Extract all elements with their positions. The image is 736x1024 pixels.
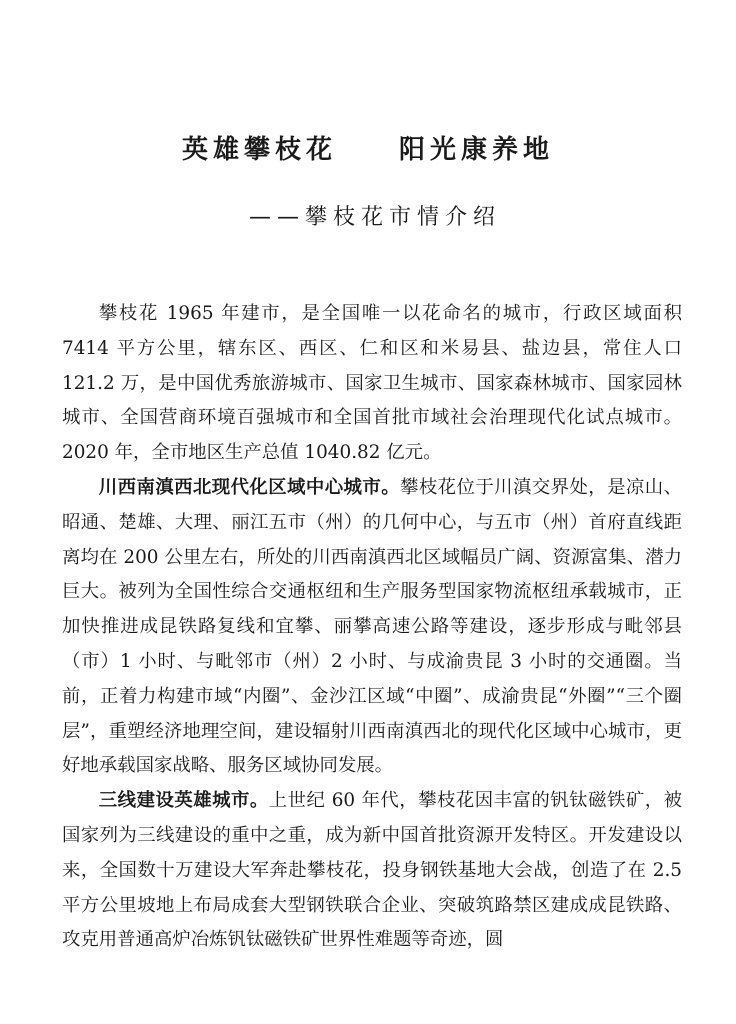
page-subtitle: ——攀枝花市情介绍 — [248, 205, 501, 230]
paragraph-regional-center — [62, 471, 682, 784]
paragraph-third-front — [62, 784, 682, 958]
paragraph-text: 攀枝花 1965 年建市，是全国唯一以花命名的城市，行政区域面积7414 平方公里，辖东区、西区、仁和区和米易县、盐边县，常住人口121.2 万，是中国优秀旅游城市、国家卫生城市、国家森林城市、国家园林城市、全国营商环境百强城市和全国首批市域社会治理现代化试点城市。2020 年，全市地区生产总值 1040.82 亿元。 — [62, 303, 682, 464]
paragraph-text: 上世纪 60 年代，攀枝花因丰富的钒钛磁铁矿，被国家列为三线建设的重中之重，成为新中国首批资源开发特区。开发建设以来，全国数十万建设大军奔赴攀枝花，投身钢铁基地大会战，创造了在 2.5 平方公里坡地上布局成套大型钢铁联合企业、突破筑路禁区建成成昆铁路、攻克用普通高炉冶炼钒钛磁铁矿世界性难题等奇迹，圆 — [62, 790, 682, 951]
paragraph-text: 攀枝花位于川滇交界处，是凉山、昭通、楚雄、大理、丽江五市（州）的几何中心，与五市（州）首府直线距离均在 200 公里左右，所处的川西南滇西北区域幅员广阔、资源富集、潜力巨大。被列为全国性综合交通枢纽和生产服务型国家物流枢纽承载城市，正加快推进成昆铁路复线和宜攀、丽攀高速公路等建设，逐步形成与毗邻县（市）1 小时、与毗邻市（州）2 小时、与成渝贵昆 3 小时的交通圈。当前，正着力构建市域“内圈”、金沙江区域“中圈”、成渝贵昆“外圈”“三个圈层”，重塑经济地理空间，建设辐射川西南滇西北的现代化区域中心城市，更好地承载国家战略、服务区域协同发展。 — [62, 476, 682, 777]
paragraph-overview — [62, 297, 682, 471]
body-text — [62, 297, 682, 958]
paragraph-lead: 川西南滇西北现代化区域中心城市。 — [98, 476, 401, 498]
page-title: 英雄攀枝花 阳光康养地 — [181, 135, 554, 165]
paragraph-lead: 三线建设英雄城市。 — [98, 790, 269, 812]
